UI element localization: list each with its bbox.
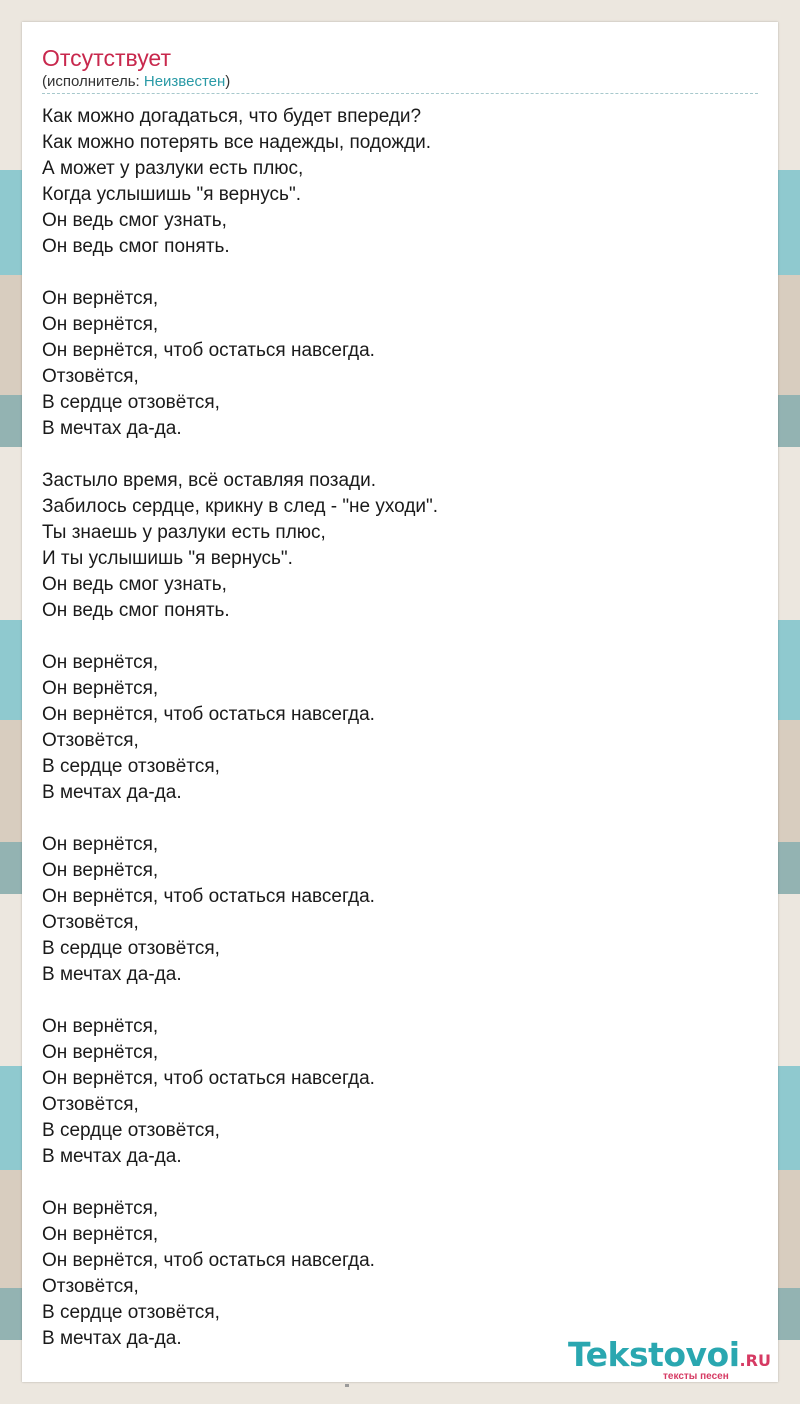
lyric-line: И ты услышишь "я вернусь".: [42, 548, 293, 569]
stanza: [42, 650, 762, 806]
lyric-line: Он вернётся,: [42, 288, 159, 309]
lyric-line: Он вернётся,: [42, 834, 159, 855]
lyric-line: В мечтах да-да.: [42, 1328, 182, 1349]
lyric-line: Он вернётся,: [42, 678, 159, 699]
artist-suffix: ): [225, 73, 231, 90]
logo-domain: .RU: [739, 1351, 771, 1370]
lyric-line: Как можно потерять все надежды, подожди.: [42, 132, 432, 153]
lyric-line: Отзовётся,: [42, 912, 139, 933]
lyric-line: Он ведь смог понять.: [42, 236, 230, 257]
lyric-line: Он вернётся,: [42, 1198, 159, 1219]
lyric-line: Он вернётся,: [42, 1016, 159, 1037]
stanza: [42, 104, 762, 260]
lyric-line: Он вернётся, чтоб остаться навсегда.: [42, 886, 375, 907]
lyric-line: Он вернётся,: [42, 314, 159, 335]
stanza: [42, 1014, 762, 1170]
stanza: [42, 286, 762, 442]
song-title: Отсутствует: [42, 45, 171, 71]
lyric-line: В мечтах да-да.: [42, 782, 182, 803]
lyric-line: Он вернётся,: [42, 652, 159, 673]
lyric-line: В сердце отзовётся,: [42, 392, 220, 413]
lyric-line: Как можно догадаться, что будет впереди?: [42, 106, 422, 127]
logo-main-text: Tekstovoi: [568, 1335, 740, 1374]
lyric-line: Он ведь смог узнать,: [42, 574, 227, 595]
artist-prefix: (исполнитель:: [42, 73, 144, 90]
lyric-line: Он ведь смог узнать,: [42, 210, 227, 231]
lyric-line: А может у разлуки есть плюс,: [42, 158, 304, 179]
lyric-line: Он вернётся, чтоб остаться навсегда.: [42, 1068, 375, 1089]
artist-line: [42, 73, 230, 91]
lyric-line: В мечтах да-да.: [42, 1146, 182, 1167]
bottom-marker: [345, 1384, 349, 1387]
artist-link[interactable]: Неизвестен: [143, 73, 226, 90]
stanza: [42, 468, 762, 624]
lyric-line: Он вернётся,: [42, 1042, 159, 1063]
lyric-line: Застыло время, всё оставляя позади.: [42, 470, 377, 491]
logo-tagline: тексты песен: [663, 1371, 729, 1382]
lyric-line: В мечтах да-да.: [42, 418, 182, 439]
tekstovoi-logo[interactable]: [568, 1336, 778, 1382]
lyric-line: Отзовётся,: [42, 1276, 139, 1297]
lyric-line: В сердце отзовётся,: [42, 756, 220, 777]
title-divider: [42, 93, 758, 94]
lyrics-text: [42, 104, 762, 1378]
lyric-line: Он вернётся, чтоб остаться навсегда.: [42, 704, 375, 725]
lyric-line: Он вернётся, чтоб остаться навсегда.: [42, 1250, 375, 1271]
lyric-line: Забилось сердце, крикну в след - "не уходи".: [42, 496, 439, 517]
lyric-line: Когда услышишь "я вернусь".: [42, 184, 301, 205]
lyric-line: В сердце отзовётся,: [42, 938, 220, 959]
stanza: [42, 832, 762, 988]
lyric-line: Он вернётся, чтоб остаться навсегда.: [42, 340, 375, 361]
lyrics-card: [22, 22, 778, 1382]
lyric-line: Он ведь смог понять.: [42, 600, 230, 621]
lyric-line: В сердце отзовётся,: [42, 1302, 220, 1323]
stanza: [42, 1196, 762, 1352]
lyric-line: В мечтах да-да.: [42, 964, 182, 985]
lyric-line: Он вернётся,: [42, 860, 159, 881]
lyric-line: В сердце отзовётся,: [42, 1120, 220, 1141]
lyric-line: Он вернётся,: [42, 1224, 159, 1245]
lyric-line: Ты знаешь у разлуки есть плюс,: [42, 522, 326, 543]
lyric-line: Отзовётся,: [42, 366, 139, 387]
lyric-line: Отзовётся,: [42, 1094, 139, 1115]
lyric-line: Отзовётся,: [42, 730, 139, 751]
